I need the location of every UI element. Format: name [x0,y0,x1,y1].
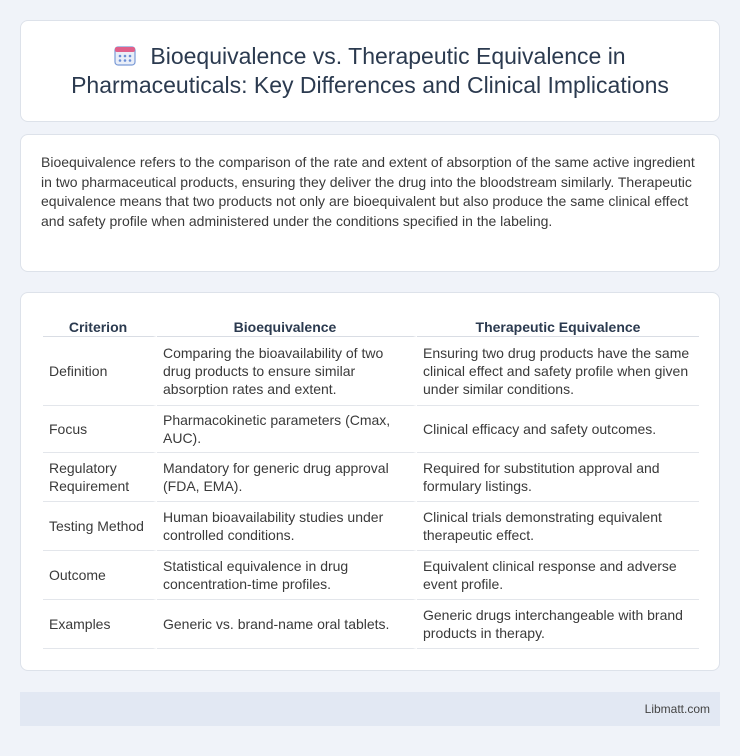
row-therapeutic: Generic drugs interchangeable with brand products in therapy. [417,600,699,649]
page-title [40,42,700,100]
table-row [43,600,699,649]
row-criterion: Testing Method [43,502,157,551]
title-card [20,20,720,122]
header-criterion: Criterion [43,315,157,337]
table-row [43,551,699,600]
table-row [43,453,699,502]
table-header-row [43,315,699,337]
row-therapeutic: Required for substitution approval and formulary listings. [417,453,699,502]
row-criterion: Definition [43,337,157,406]
footer-site-link[interactable]: Libmatt.com [644,702,710,716]
footer [20,692,720,726]
row-therapeutic: Clinical efficacy and safety outcomes. [417,406,699,453]
row-bioequivalence: Mandatory for generic drug approval (FDA, EMA). [157,453,417,502]
row-criterion: Regulatory Requirement [43,453,157,502]
row-therapeutic: Clinical trials demonstrating equivalent therapeutic effect. [417,502,699,551]
row-therapeutic: Equivalent clinical response and adverse event profile. [417,551,699,600]
row-criterion: Focus [43,406,157,453]
intro-paragraph: Bioequivalence refers to the comparison of the rate and extent of absorption of the same active ingredient in two pharmaceutical products, ensuring they deliver the drug into the bloodstream similarly. Therapeutic equivalence means that two products not only are bioequivalent but also produce the same clinical effect and safety profile when administered under the conditions specified in the labeling. [41,154,695,229]
header-bioequivalence: Bioequivalence [157,315,417,337]
table-row [43,406,699,453]
row-bioequivalence: Human bioavailability studies under controlled conditions. [157,502,417,551]
table-row [43,337,699,406]
comparison-card [20,292,720,671]
row-bioequivalence: Comparing the bioavailability of two drug products to ensure similar absorption rates and extent. [157,337,417,406]
row-criterion: Examples [43,600,157,649]
header-therapeutic-equivalence: Therapeutic Equivalence [417,315,699,337]
table-row [43,502,699,551]
calendar-icon [114,44,136,66]
row-therapeutic: Ensuring two drug products have the same clinical effect and safety profile when given under similar conditions. [417,337,699,406]
page-title-text: Bioequivalence vs. Therapeutic Equivalence in Pharmaceuticals: Key Differences and Clinical Implications [71,43,669,98]
row-criterion: Outcome [43,551,157,600]
row-bioequivalence: Generic vs. brand-name oral tablets. [157,600,417,649]
comparison-table [43,315,699,649]
intro-card [20,134,720,272]
row-bioequivalence: Statistical equivalence in drug concentration-time profiles. [157,551,417,600]
row-bioequivalence: Pharmacokinetic parameters (Cmax, AUC). [157,406,417,453]
